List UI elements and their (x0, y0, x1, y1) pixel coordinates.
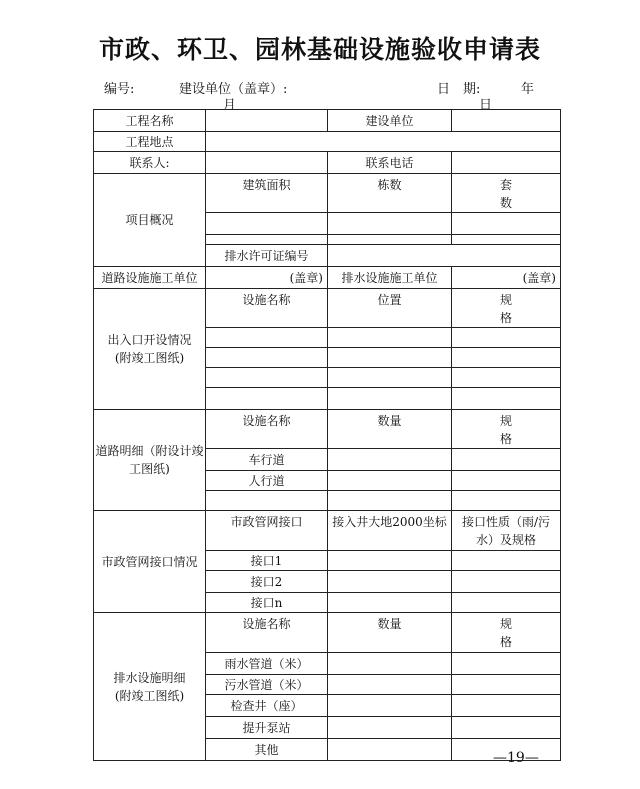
interface-1-label: 接口1 (206, 551, 328, 571)
drainage-label: 排水设施明细 (附竣工图纸) (94, 613, 206, 761)
interface-1-nature[interactable] (452, 551, 561, 571)
entrance-col-name: 设施名称 (206, 289, 328, 328)
drain-unit-label: 排水设施施工单位 (328, 267, 452, 289)
builder-seal-label: 建设单位（盖章）: (179, 82, 288, 97)
interface-2-label: 接口2 (206, 571, 328, 593)
stormwater-pipe-qty[interactable] (328, 653, 452, 675)
entrance-cell[interactable] (206, 328, 328, 348)
manhole-label: 检查井（座） (206, 695, 328, 717)
form-title: 市政、环卫、园林基础设施验收申请表 (98, 35, 541, 64)
pump-station-label: 提升泵站 (206, 717, 328, 739)
carriageway-spec[interactable] (452, 449, 561, 471)
entrance-col-position: 位置 (328, 289, 452, 328)
project-name-field[interactable] (206, 110, 328, 132)
project-name-label: 工程名称 (94, 110, 206, 132)
units-field[interactable] (452, 213, 561, 235)
entrance-cell[interactable] (452, 368, 561, 388)
builder-field[interactable] (452, 110, 561, 132)
day-label: 日 (479, 98, 493, 113)
units-header: 套 数 (452, 174, 561, 213)
drain-permit-label: 排水许可证编号 (206, 245, 328, 267)
buildings-field[interactable] (328, 213, 452, 235)
overview-label: 项目概况 (94, 174, 206, 267)
interface-2-coordinate[interactable] (328, 571, 452, 593)
area-field[interactable] (206, 213, 328, 235)
project-site-field[interactable] (206, 132, 561, 152)
road-unit-label: 道路设施施工单位 (94, 267, 206, 289)
sidewalk-qty[interactable] (328, 471, 452, 491)
sidewalk-spec[interactable] (452, 471, 561, 491)
road-detail-label: 道路明细（附设计竣 工图纸) (94, 410, 206, 511)
number-label: 编号: (104, 82, 135, 97)
sewage-pipe-spec[interactable] (452, 675, 561, 695)
interface-n-nature[interactable] (452, 593, 561, 613)
buildings-header: 栋数 (328, 174, 452, 213)
carriageway-qty[interactable] (328, 449, 452, 471)
other-qty[interactable] (328, 739, 452, 761)
road-detail-col-name: 设施名称 (206, 410, 328, 449)
other-label: 其他 (206, 739, 328, 761)
interface-n-label: 接口n (206, 593, 328, 613)
municipal-label: 市政管网接口情况 (94, 511, 206, 613)
drainage-col-qty: 数量 (328, 613, 452, 653)
entrance-label: 出入口开设情况 (附竣工图纸) (94, 289, 206, 410)
entrance-cell[interactable] (452, 348, 561, 368)
road-detail-col-qty: 数量 (328, 410, 452, 449)
road-detail-cell[interactable] (328, 491, 452, 511)
entrance-cell[interactable] (206, 368, 328, 388)
interface-n-coordinate[interactable] (328, 593, 452, 613)
entrance-cell[interactable] (328, 388, 452, 410)
contact-phone-label: 联系电话 (328, 152, 452, 174)
contact-phone-field[interactable] (452, 152, 561, 174)
sidewalk-label: 人行道 (206, 471, 328, 491)
drain-permit-field[interactable] (328, 245, 561, 267)
interface-1-coordinate[interactable] (328, 551, 452, 571)
entrance-cell[interactable] (328, 328, 452, 348)
entrance-cell[interactable] (206, 348, 328, 368)
municipal-col-interface: 市政管网接口 (206, 511, 328, 551)
contact-label: 联系人: (94, 152, 206, 174)
municipal-col-nature: 接口性质（雨/污 水）及规格 (452, 511, 561, 551)
entrance-cell[interactable] (452, 388, 561, 410)
month-label: 月 (223, 98, 237, 113)
entrance-cell[interactable] (328, 368, 452, 388)
municipal-col-coordinate: 接入井大地2000坐标 (328, 511, 452, 551)
entrance-cell[interactable] (328, 348, 452, 368)
road-detail-cell[interactable] (206, 491, 328, 511)
carriageway-label: 车行道 (206, 449, 328, 471)
manhole-qty[interactable] (328, 695, 452, 717)
drainage-col-spec: 规 格 (452, 613, 561, 653)
stormwater-pipe-spec[interactable] (452, 653, 561, 675)
entrance-col-spec: 规 格 (452, 289, 561, 328)
pump-station-qty[interactable] (328, 717, 452, 739)
entrance-cell[interactable] (206, 388, 328, 410)
year-label: 年 (521, 82, 535, 97)
project-site-label: 工程地点 (94, 132, 206, 152)
sewage-pipe-qty[interactable] (328, 675, 452, 695)
manhole-spec[interactable] (452, 695, 561, 717)
road-unit-seal[interactable]: (盖章) (206, 267, 328, 289)
area-header: 建筑面积 (206, 174, 328, 213)
road-detail-col-spec: 规 格 (452, 410, 561, 449)
drainage-col-name: 设施名称 (206, 613, 328, 653)
drain-unit-seal[interactable]: (盖章) (452, 267, 561, 289)
interface-2-nature[interactable] (452, 571, 561, 593)
contact-field[interactable] (206, 152, 328, 174)
page-number: —19— (493, 750, 539, 766)
builder-label: 建设单位 (328, 110, 452, 132)
pump-station-spec[interactable] (452, 717, 561, 739)
entrance-cell[interactable] (452, 328, 561, 348)
date-label: 日 期: (437, 82, 481, 97)
road-detail-cell[interactable] (452, 491, 561, 511)
stormwater-pipe-label: 雨水管道（米） (206, 653, 328, 675)
application-form-table (93, 109, 561, 761)
sewage-pipe-label: 污水管道（米） (206, 675, 328, 695)
